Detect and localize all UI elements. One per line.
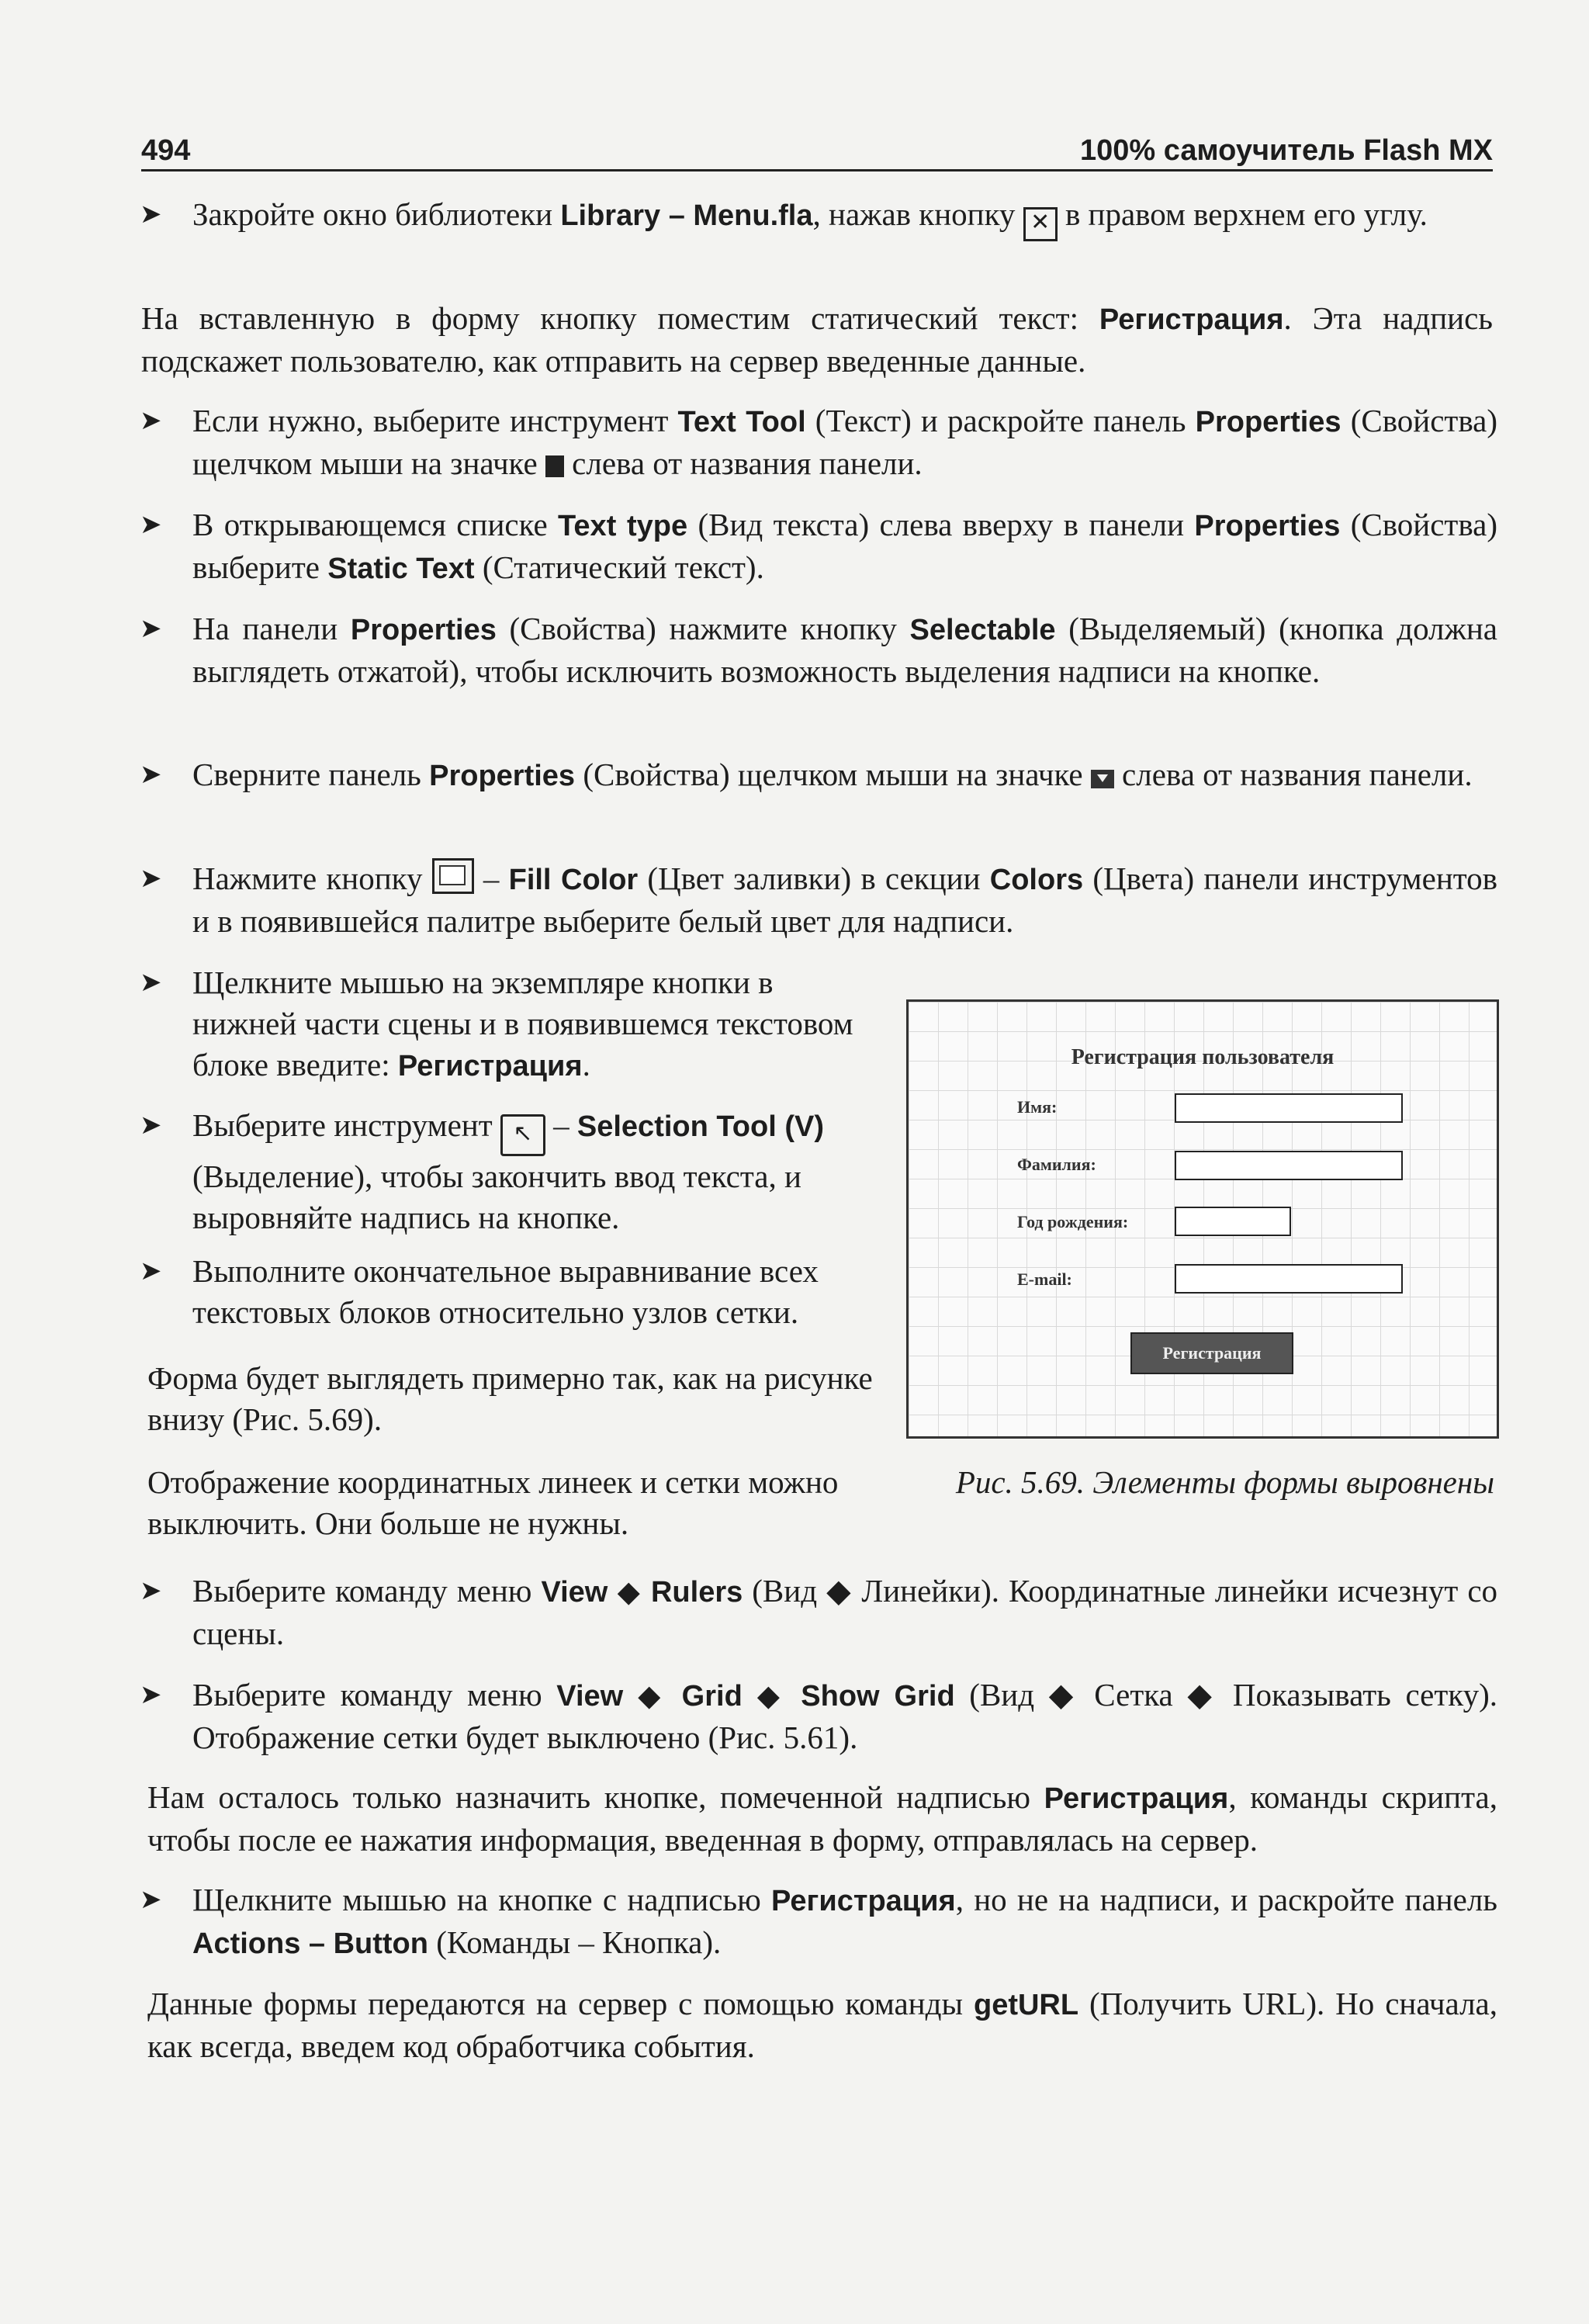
bullet-text: Выберите команду меню View ◆ Rulers (Вид ◆ Линейки). Координатные линейки исчезнут со сцены.	[192, 1573, 1498, 1651]
bullet-text: Щелкните мышью на экземпляре кнопки в нижней части сцены и в появившемся текстовом блоке введите: Регистрация.	[192, 965, 853, 1082]
bullet-marker: ➤	[140, 1575, 162, 1606]
bullet-marker: ➤	[140, 1679, 162, 1710]
paragraph: На вставленную в форму кнопку поместим статический текст: Регистрация. Эта надпись подскажет пользователю, как отправить на сервер введенные данные.	[141, 300, 1493, 379]
paragraph: Форма будет выглядеть примерно так, как на рисунке внизу (Рис. 5.69).	[147, 1360, 873, 1437]
bullet-marker: ➤	[140, 967, 162, 998]
expand-arrow-icon	[545, 455, 564, 477]
bullet-marker: ➤	[140, 863, 162, 894]
bullet-text: Сверните панель Properties (Свойства) щелчком мыши на значке слева от названия панели.	[192, 757, 1473, 792]
bullet-text: Нажмите кнопку – Fill Color (Цвет заливки) в секции Colors (Цвета) панели инструментов и в появившейся палитре выберите белый цвет для надписи.	[192, 858, 1497, 942]
fill-color-icon	[432, 858, 474, 894]
form-label-surname: Фамилия:	[1017, 1155, 1096, 1174]
paragraph: Отображение координатных линеек и сетки можно выключить. Они больше не нужны.	[147, 1464, 839, 1541]
book-title: 100% самоучитель Flash MX	[1080, 134, 1493, 167]
birth-year-input[interactable]	[1175, 1207, 1291, 1236]
bullet-marker: ➤	[140, 405, 162, 436]
bullet-marker: ➤	[140, 1110, 162, 1141]
selection-arrow-icon: ↖	[500, 1114, 545, 1156]
bullet-marker: ➤	[140, 1256, 162, 1287]
form-title: Регистрация пользователя	[1071, 1045, 1335, 1069]
bullet-marker: ➤	[140, 613, 162, 644]
bullet-marker: ➤	[140, 509, 162, 540]
name-input[interactable]	[1175, 1093, 1403, 1123]
bullet-marker: ➤	[140, 199, 162, 230]
surname-input[interactable]	[1175, 1151, 1403, 1180]
bullet-text: Выполните окончательное выравнивание всех текстовых блоков относительно узлов сетки.	[192, 1253, 819, 1330]
register-button[interactable]: Регистрация	[1130, 1332, 1293, 1374]
bullet-text: В открывающемся списке Text type (Вид текста) слева вверху в панели Properties (Свойства) выберите Static Text (Статический текст).	[192, 507, 1497, 585]
bullet-text: Щелкните мышью на кнопке с надписью Регистрация, но не на надписи, и раскройте панель Actions – Button (Команды – Кнопка).	[192, 1882, 1497, 1960]
paragraph: Нам осталось только назначить кнопке, помеченной надписью Регистрация, команды скрипта, чтобы после ее нажатия информация, введенная в форму, отправлялась на сервер.	[147, 1779, 1497, 1858]
registration-form-figure	[906, 999, 1499, 1439]
bullet-text: Если нужно, выберите инструмент Text Tool (Текст) и раскройте панель Properties (Свойства) щелчком мыши на значке слева от названия панели.	[192, 403, 1498, 481]
form-label-name: Имя:	[1017, 1097, 1058, 1117]
bullet-text: Закройте окно библиотеки Library – Menu.fla, нажав кнопку ✕ в правом верхнем его углу.	[192, 194, 1497, 241]
form-label-email: E-mail:	[1017, 1269, 1072, 1289]
email-input[interactable]	[1175, 1264, 1403, 1294]
bullet-text: Выберите команду меню View ◆ Grid ◆ Show Grid (Вид ◆ Сетка ◆ Показывать сетку). Отображение сетки будет выключено (Рис. 5.61).	[192, 1677, 1498, 1755]
close-box-icon: ✕	[1023, 207, 1058, 241]
collapse-arrow-icon	[1091, 770, 1114, 788]
paragraph: Данные формы передаются на сервер с помощью команды getURL (Получить URL). Но сначала, как всегда, введем код обработчика события.	[147, 1986, 1497, 2064]
bullet-text: На панели Properties (Свойства) нажмите кнопку Selectable (Выделяемый) (кнопка должна выглядеть отжатой), чтобы исключить возможность выделения надписи на кнопке.	[192, 611, 1497, 689]
page-number: 494	[141, 134, 191, 167]
bullet-marker: ➤	[140, 1884, 162, 1915]
bullet-text: Выберите инструмент ↖ – Selection Tool (V) (Выделение), чтобы закончить ввод текста, и выровняйте надпись на кнопке.	[192, 1107, 824, 1235]
form-label-birth-year: Год рождения:	[1017, 1212, 1129, 1231]
figure-caption: Рис. 5.69. Элементы формы выровнены	[955, 1464, 1494, 1500]
page-header	[141, 123, 1493, 171]
bullet-marker: ➤	[140, 759, 162, 790]
